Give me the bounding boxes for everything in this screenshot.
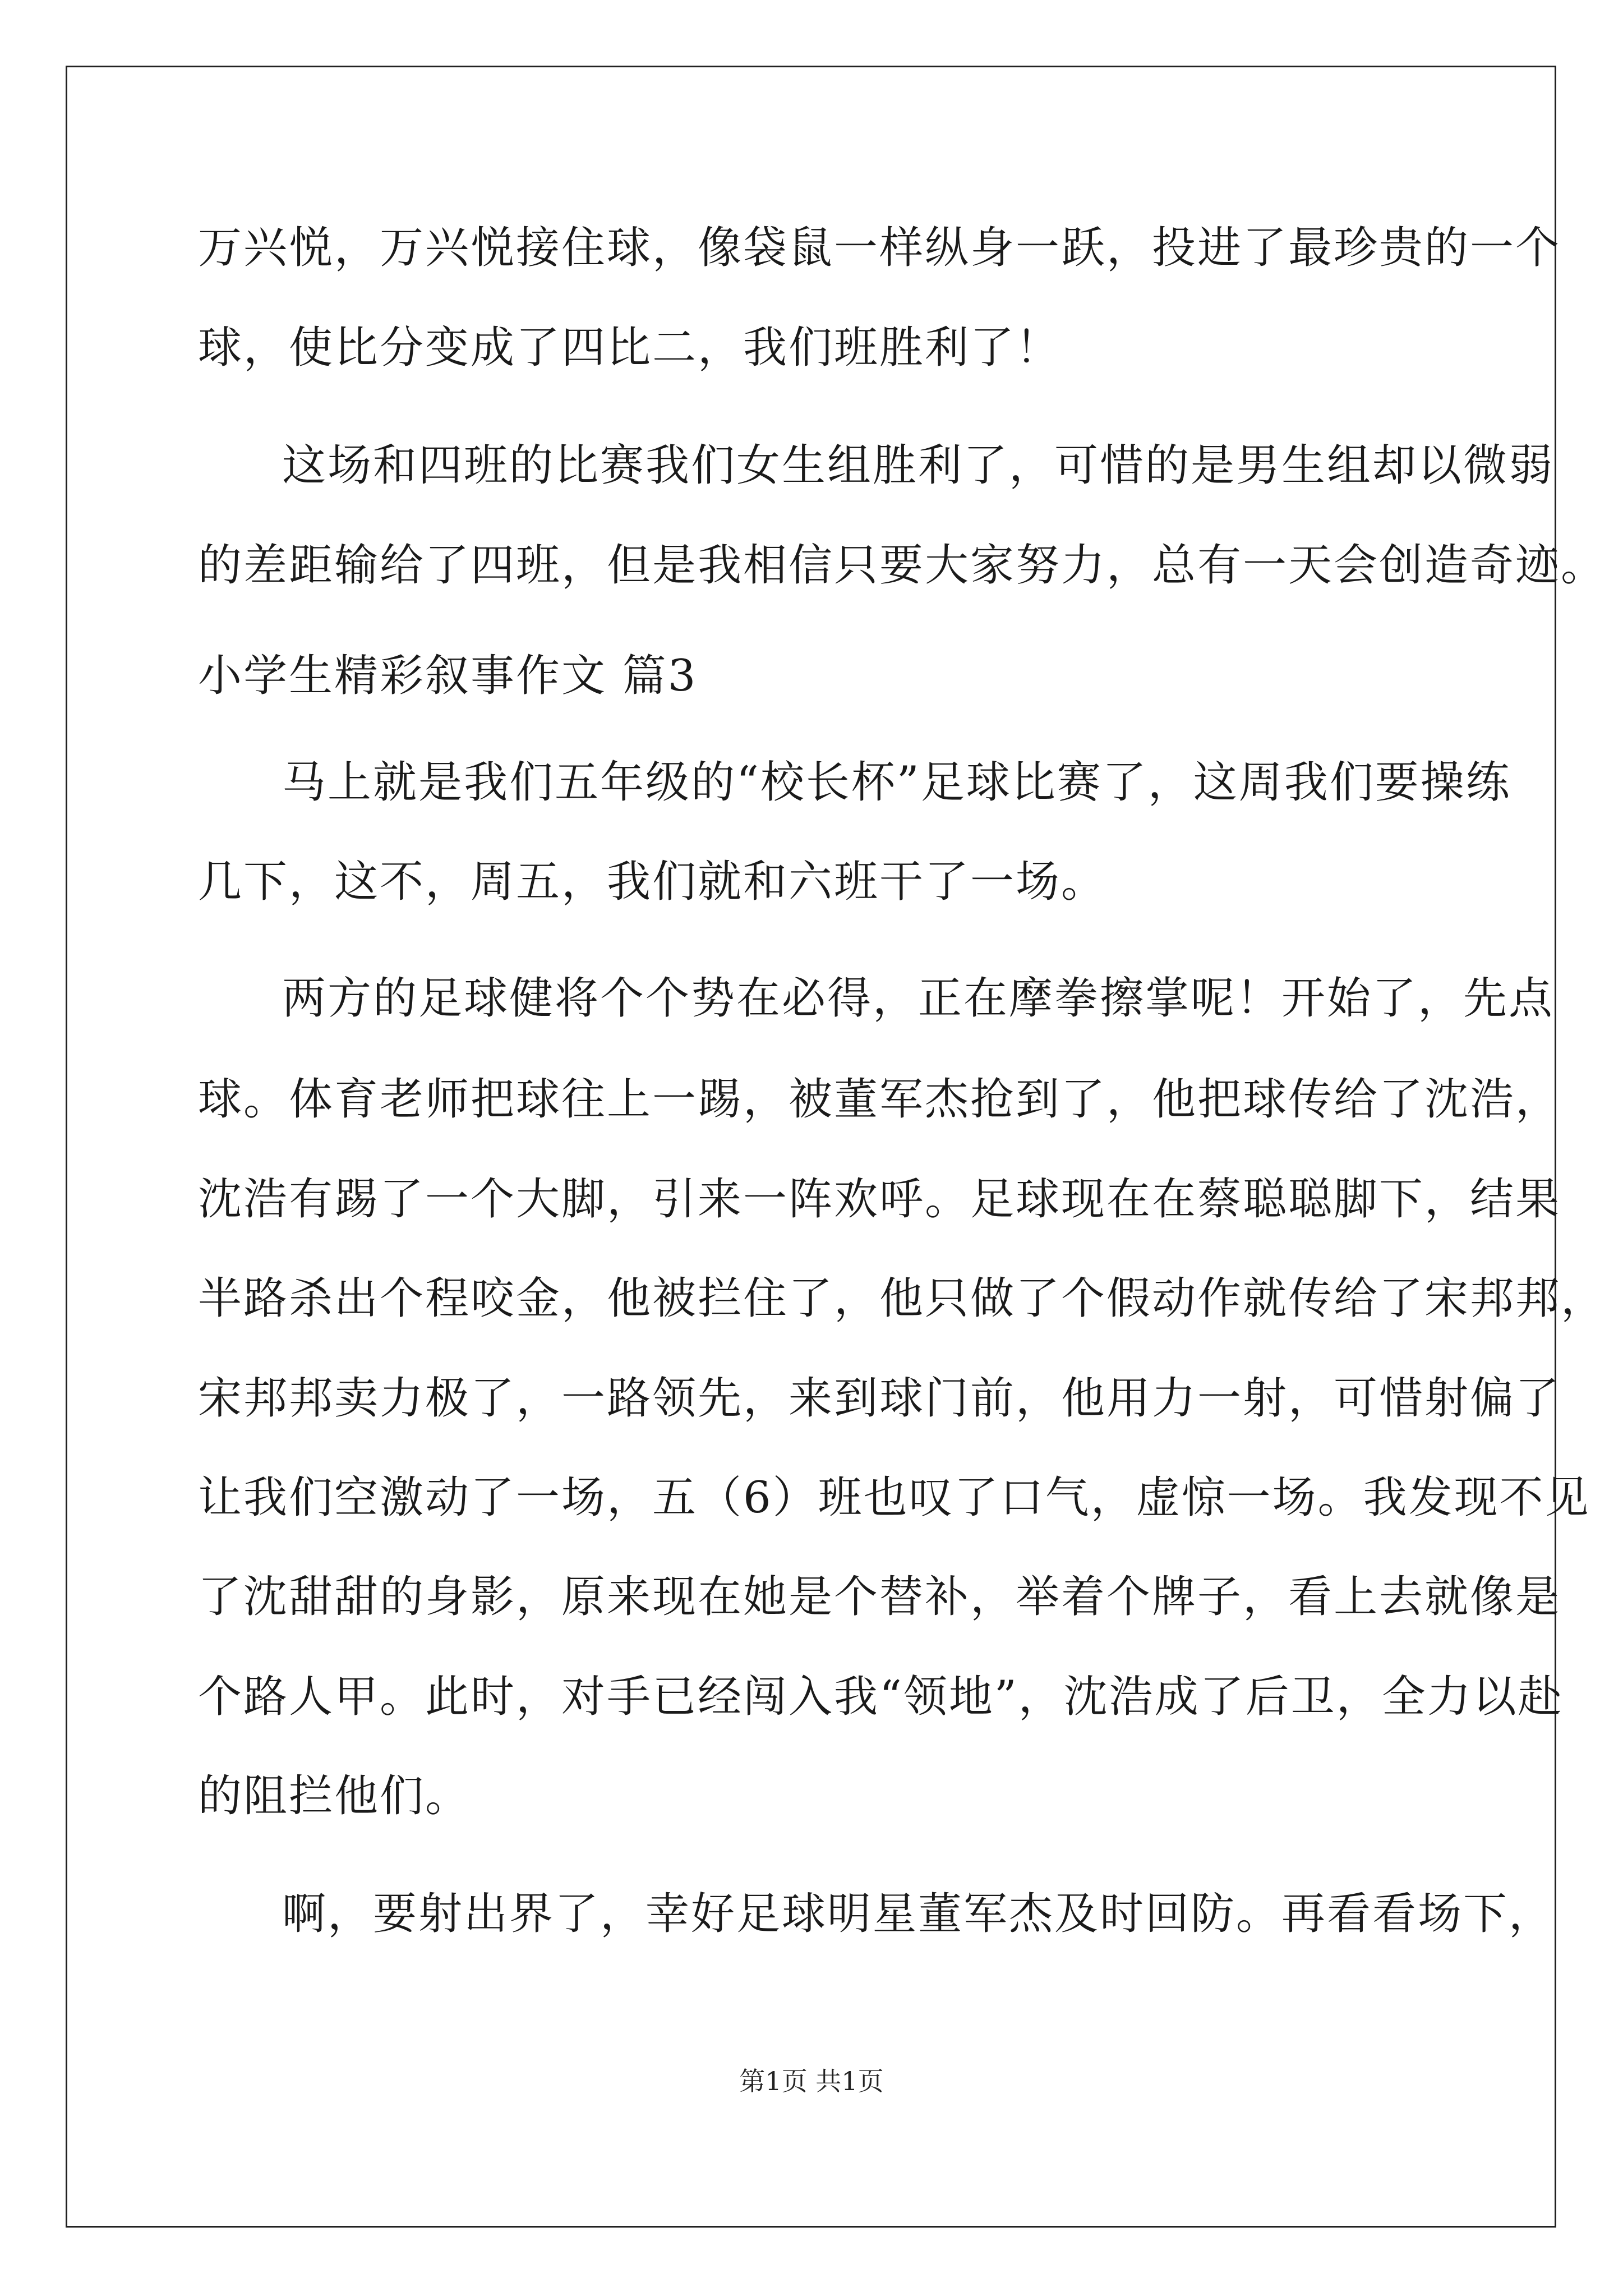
- paragraph-start-line: 这场和四班的比赛我们女生组胜利了，可惜的是男生组却以微弱: [282, 440, 1555, 491]
- text-line: 几下，这不，周五，我们就和六班干了一场。: [198, 857, 1107, 907]
- paragraph-start-line: 啊，要射出界了，幸好足球明星董军杰及时回防。再看看场下，: [282, 1889, 1555, 1939]
- text-line: 沈浩有踢了一个大脚，引来一阵欢呼。足球现在在蔡聪聪脚下，结果: [198, 1174, 1561, 1225]
- text-line: 球，使比分变成了四比二，我们班胜利了！: [198, 323, 1062, 373]
- text-line: 了沈甜甜的身影，原来现在她是个替补，举着个牌子，看上去就像是: [198, 1572, 1561, 1622]
- text-line: 万兴悦，万兴悦接住球，像袋鼠一样纵身一跃，投进了最珍贵的一个: [198, 223, 1561, 273]
- paragraph-start-line: 马上就是我们五年级的“校长杯”足球比赛了，这周我们要操练: [282, 757, 1511, 808]
- text-line: 个路人甲。此时，对手已经闯入我“领地”，沈浩成了后卫，全力以赴: [198, 1672, 1564, 1722]
- paragraph-start-line: 两方的足球健将个个势在必得，正在摩拳擦掌呢！开始了，先点: [282, 973, 1555, 1024]
- text-line: 的阻拦他们。: [198, 1771, 471, 1821]
- text-line: 球。体育老师把球往上一踢，被董军杰抢到了，他把球传给了沈浩，: [198, 1074, 1561, 1125]
- text-line: 半路杀出个程咬金，他被拦住了，他只做了个假动作就传给了宋邦邦，: [198, 1273, 1607, 1324]
- text-line: 宋邦邦卖力极了，一路领先，来到球门前，他用力一射，可惜射偏了: [198, 1373, 1561, 1424]
- text-line: 让我们空激动了一场，五（6）班也叹了口气，虚惊一场。我发现不见: [198, 1473, 1590, 1523]
- section-heading: 小学生精彩叙事作文 篇3: [198, 651, 698, 701]
- text-line: 的差距输给了四班，但是我相信只要大家努力，总有一天会创造奇迹。: [198, 540, 1607, 591]
- page-footer: 第1页 共1页: [739, 2066, 884, 2096]
